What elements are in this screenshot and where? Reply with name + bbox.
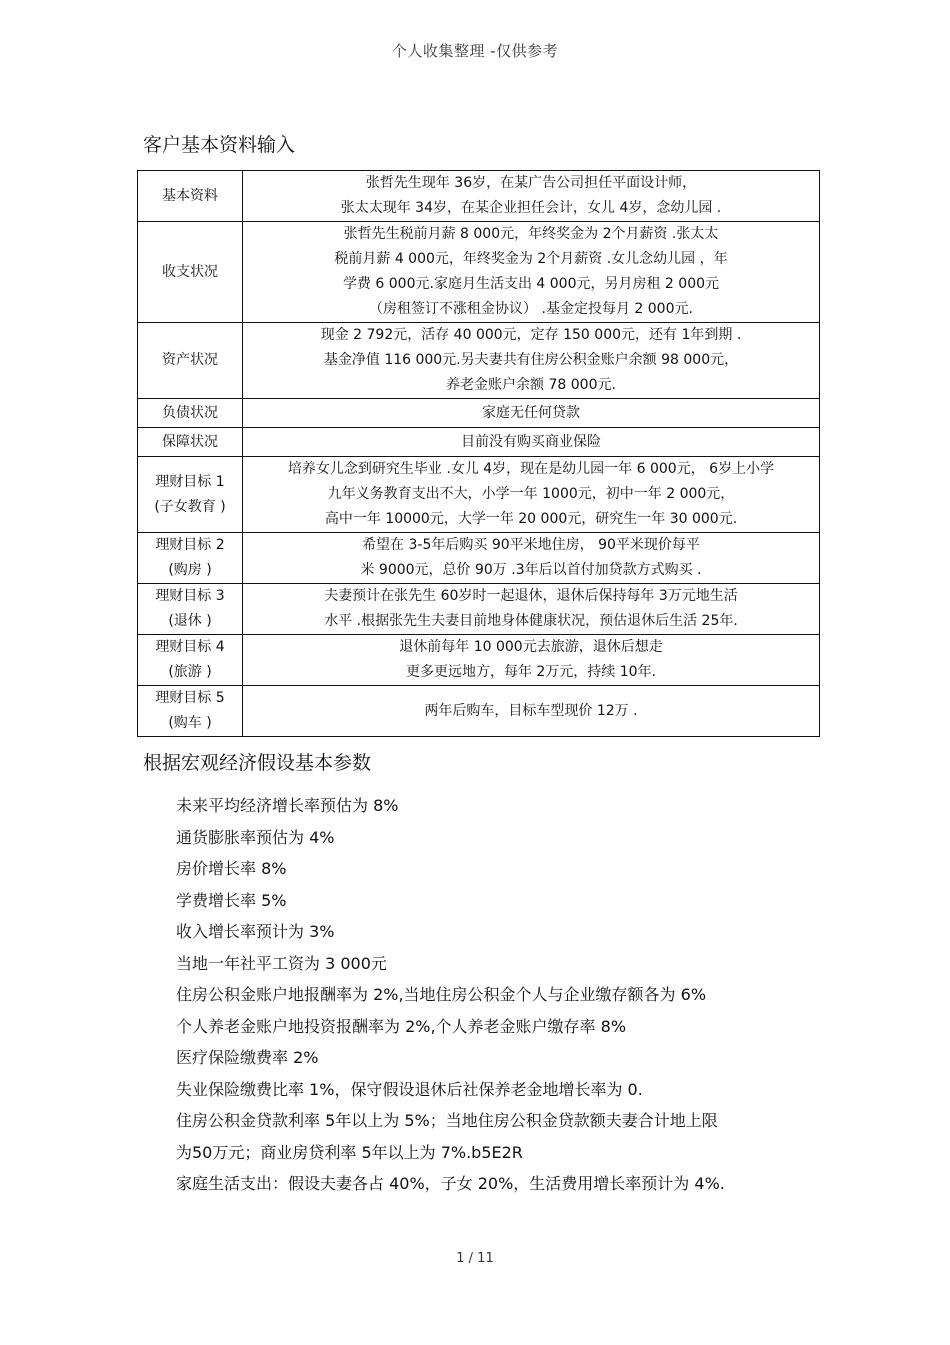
row-content-line: 养老金账户余额 78 000元. <box>446 377 616 393</box>
table-row <box>138 457 820 533</box>
row-label-line: 资产状况 <box>162 352 218 368</box>
row-content <box>243 222 820 323</box>
param-item: 家庭生活支出：假设夫妻各占 40%，子女 20%，生活费用增长率预计为 4%. <box>176 1174 725 1193</box>
row-content-line: 九年义务教育支出不大，小学一年 1000元，初中一年 2 000元， <box>327 486 735 502</box>
row-label-line: 理财目标 5 <box>155 690 225 706</box>
param-item: 住房公积金贷款利率 5年以上为 5%；当地住房公积金贷款额夫妻合计地上限 <box>176 1111 718 1130</box>
param-item: 住房公积金账户地报酬率为 2%,当地住房公积金个人与企业缴存额各为 6% <box>176 985 707 1004</box>
row-content-line: 希望在 3-5年后购买 90平米地住房， 90平米现价每平 <box>362 537 700 553</box>
row-label <box>138 584 243 635</box>
row-content-line: 米 9000元，总价 90万 .3年后以首付加贷款方式购买 . <box>360 562 702 578</box>
row-label <box>138 457 243 533</box>
row-content-line: （房租签订不涨租金协议） .基金定投每月 2 000元. <box>369 301 693 317</box>
row-label-line: (购房 ) <box>168 562 212 578</box>
row-label <box>138 686 243 737</box>
row-content-line: 目前没有购买商业保险 <box>461 433 601 450</box>
client-info-table-body <box>138 171 820 737</box>
client-info-table <box>137 170 820 737</box>
param-item: 当地一年社平工资为 3 000元 <box>176 953 387 973</box>
row-label-line: 保障状况 <box>162 433 218 450</box>
row-label-line: 收支状况 <box>162 263 218 280</box>
row-content <box>243 584 820 635</box>
row-label <box>138 635 243 686</box>
row-label-line: (旅游 ) <box>168 664 212 680</box>
row-content-line: 基金净值 116 000元.另夫妻共有住房公积金账户余额 98 000元， <box>323 352 739 368</box>
row-content-line: 两年后购车，目标车型现价 12万 . <box>424 702 638 719</box>
row-label <box>138 171 243 222</box>
row-content-line: 水平 .根据张先生夫妻目前地身体健康状况，预估退休后生活 25年. <box>324 613 738 629</box>
param-item: 房价增长率 8% <box>176 859 287 878</box>
row-content-line: 税前月薪 4 000元，年终奖金为 2个月薪资 .女儿念幼儿园 ，年 <box>334 251 728 267</box>
row-label-line: 负债状况 <box>162 404 218 421</box>
row-label <box>138 399 243 428</box>
row-content <box>243 635 820 686</box>
row-content-line: 学费 6 000元.家庭月生活支出 4 000元，另月房租 2 000元 <box>342 276 720 292</box>
param-item: 为50万元；商业房贷利率 5年以上为 7%.b5E2R <box>176 1142 523 1162</box>
row-content-line: 退休前每年 10 000元去旅游，退休后想走 <box>399 639 663 655</box>
param-item: 医疗保险缴费率 2% <box>176 1048 319 1067</box>
row-label-line: 理财目标 4 <box>155 639 225 655</box>
row-label <box>138 533 243 584</box>
row-content-line: 张哲先生税前月薪 8 000元，年终奖金为 2个月薪资 .张太太 <box>343 226 719 242</box>
param-item: 收入增长率预计为 3% <box>176 922 335 941</box>
row-content-line: 张太太现年 34岁，在某企业担任会计，女儿 4岁，念幼儿园 . <box>340 200 722 216</box>
row-content-line: 家庭无任何贷款 <box>482 404 580 421</box>
param-item: 个人养老金账户地投资报酬率为 2%,个人养老金账户缴存率 8% <box>176 1016 627 1036</box>
param-item: 学费增长率 5% <box>176 890 287 910</box>
row-label <box>138 323 243 399</box>
table-row <box>138 635 820 686</box>
macro-params-list <box>176 790 816 1200</box>
row-content <box>243 686 820 737</box>
row-label-line: (退休 ) <box>168 613 212 629</box>
param-item: 通货膨胀率预估为 4% <box>176 827 335 847</box>
table-row <box>138 686 820 737</box>
row-content-line: 更多更远地方，每年 2万元，持续 10年. <box>405 664 657 680</box>
table-row <box>138 171 820 222</box>
table-row <box>138 399 820 428</box>
row-content-line: 培养女儿念到研究生毕业 .女儿 4岁，现在是幼儿园一年 6 000元， 6岁上小学 <box>287 461 775 477</box>
row-label-line: (子女教育 ) <box>154 498 226 515</box>
row-content <box>243 171 820 222</box>
row-label-line: 基本资料 <box>162 187 218 204</box>
row-content <box>243 428 820 457</box>
table-row <box>138 533 820 584</box>
row-label-line: 理财目标 3 <box>155 588 225 604</box>
row-content <box>243 457 820 533</box>
row-content-line: 张哲先生现年 36岁，在某广告公司担任平面设计师， <box>365 175 697 191</box>
table-row <box>138 428 820 457</box>
table-row <box>138 323 820 399</box>
row-label-line: 理财目标 2 <box>155 537 225 553</box>
param-item: 失业保险缴费比率 1%，保守假设退休后社保养老金地增长率为 0. <box>176 1079 643 1099</box>
page-number: 1 / 11 <box>456 1251 494 1266</box>
page-header: 个人收集整理 -仅供参考 <box>391 42 559 60</box>
row-content-line: 现金 2 792元，活存 40 000元，定存 150 000元，还有 1年到期 . <box>320 327 742 343</box>
row-content-line: 高中一年 10000元，大学一年 20 000元，研究生一年 30 000元. <box>324 511 738 527</box>
row-label <box>138 222 243 323</box>
table-row <box>138 584 820 635</box>
row-label-line: 理财目标 1 <box>155 473 225 490</box>
row-content <box>243 323 820 399</box>
row-label-line: (购车 ) <box>168 715 212 731</box>
table-row <box>138 222 820 323</box>
section-title-macro-params: 根据宏观经济假设基本参数 <box>143 752 372 774</box>
row-content-line: 夫妻预计在张先生 60岁时一起退休，退休后保持每年 3万元地生活 <box>324 588 738 604</box>
row-label <box>138 428 243 457</box>
param-item: 未来平均经济增长率预估为 8% <box>176 796 399 815</box>
row-content <box>243 399 820 428</box>
section-title-client-info: 客户基本资料输入 <box>143 134 296 156</box>
row-content <box>243 533 820 584</box>
